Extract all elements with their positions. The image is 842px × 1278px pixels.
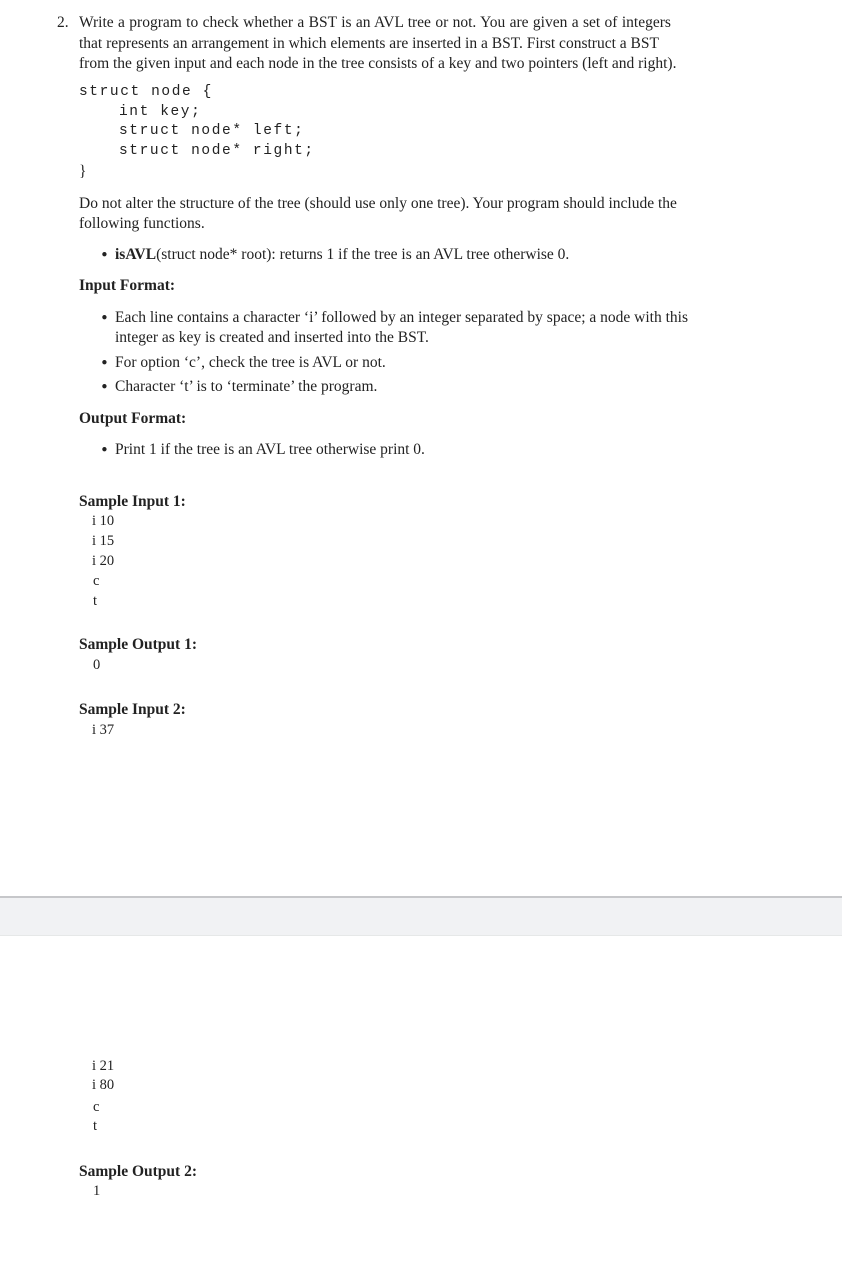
sample-line: t xyxy=(93,1118,98,1134)
sample-line: c xyxy=(93,573,100,589)
problem-number: 2. xyxy=(57,14,69,31)
sample-output-1-heading: Sample Output 1: xyxy=(79,636,197,653)
sample-line: i 21 xyxy=(92,1058,115,1074)
sample-line: i 80 xyxy=(92,1077,115,1093)
function-text: (struct node* root): returns 1 if the tree is an AVL tree otherwise 0. xyxy=(156,246,570,263)
bullet-icon: • xyxy=(100,309,109,327)
sample-line: i 15 xyxy=(92,533,115,549)
paragraph-line: Do not alter the structure of the tree (should use only one tree). Your program should include the xyxy=(79,195,677,212)
sample-output-2-heading: Sample Output 2: xyxy=(79,1163,197,1180)
sample-input-2-heading: Sample Input 2: xyxy=(79,701,186,718)
intro-line: Write a program to check whether a BST is an AVL tree or not. You are given a set of integers xyxy=(79,14,671,31)
code-line: struct node { xyxy=(79,84,213,100)
output-bullet: Print 1 if the tree is an AVL tree otherwise print 0. xyxy=(115,441,425,458)
sample-line: t xyxy=(93,593,98,609)
intro-line: from the given input and each node in the tree consists of a key and two pointers (left and right). xyxy=(79,55,677,72)
sample-line: 1 xyxy=(93,1183,101,1199)
code-line: } xyxy=(79,163,87,180)
function-description xyxy=(115,245,569,265)
page-break xyxy=(0,896,842,936)
bullet-icon: • xyxy=(100,354,109,372)
sample-line: i 10 xyxy=(92,513,115,529)
sample-line: 0 xyxy=(93,657,101,673)
paragraph-line: following functions. xyxy=(79,215,205,232)
intro-line: that represents an arrangement in which elements are inserted in a BST. First construct a BST xyxy=(79,35,659,52)
sample-line: i 37 xyxy=(92,722,115,738)
bullet-icon: • xyxy=(100,441,109,459)
input-bullet: Each line contains a character ‘i’ followed by an integer separated by space; a node with this xyxy=(115,309,688,326)
sample-input-1-heading: Sample Input 1: xyxy=(79,493,186,510)
output-format-heading: Output Format: xyxy=(79,410,187,427)
input-bullet: integer as key is created and inserted into the BST. xyxy=(115,329,429,346)
sample-line: i 20 xyxy=(92,553,115,569)
input-bullet: For option ‘c’, check the tree is AVL or not. xyxy=(115,354,386,371)
sample-line: c xyxy=(93,1099,100,1115)
code-line: struct node* right; xyxy=(119,143,315,159)
function-name: isAVL xyxy=(115,246,157,263)
bullet-icon: • xyxy=(100,378,109,396)
code-line: int key; xyxy=(119,104,202,120)
bullet-icon: • xyxy=(100,246,109,264)
input-bullet: Character ‘t’ is to ‘terminate’ the program. xyxy=(115,378,378,395)
input-format-heading: Input Format: xyxy=(79,277,176,294)
code-line: struct node* left; xyxy=(119,123,305,139)
